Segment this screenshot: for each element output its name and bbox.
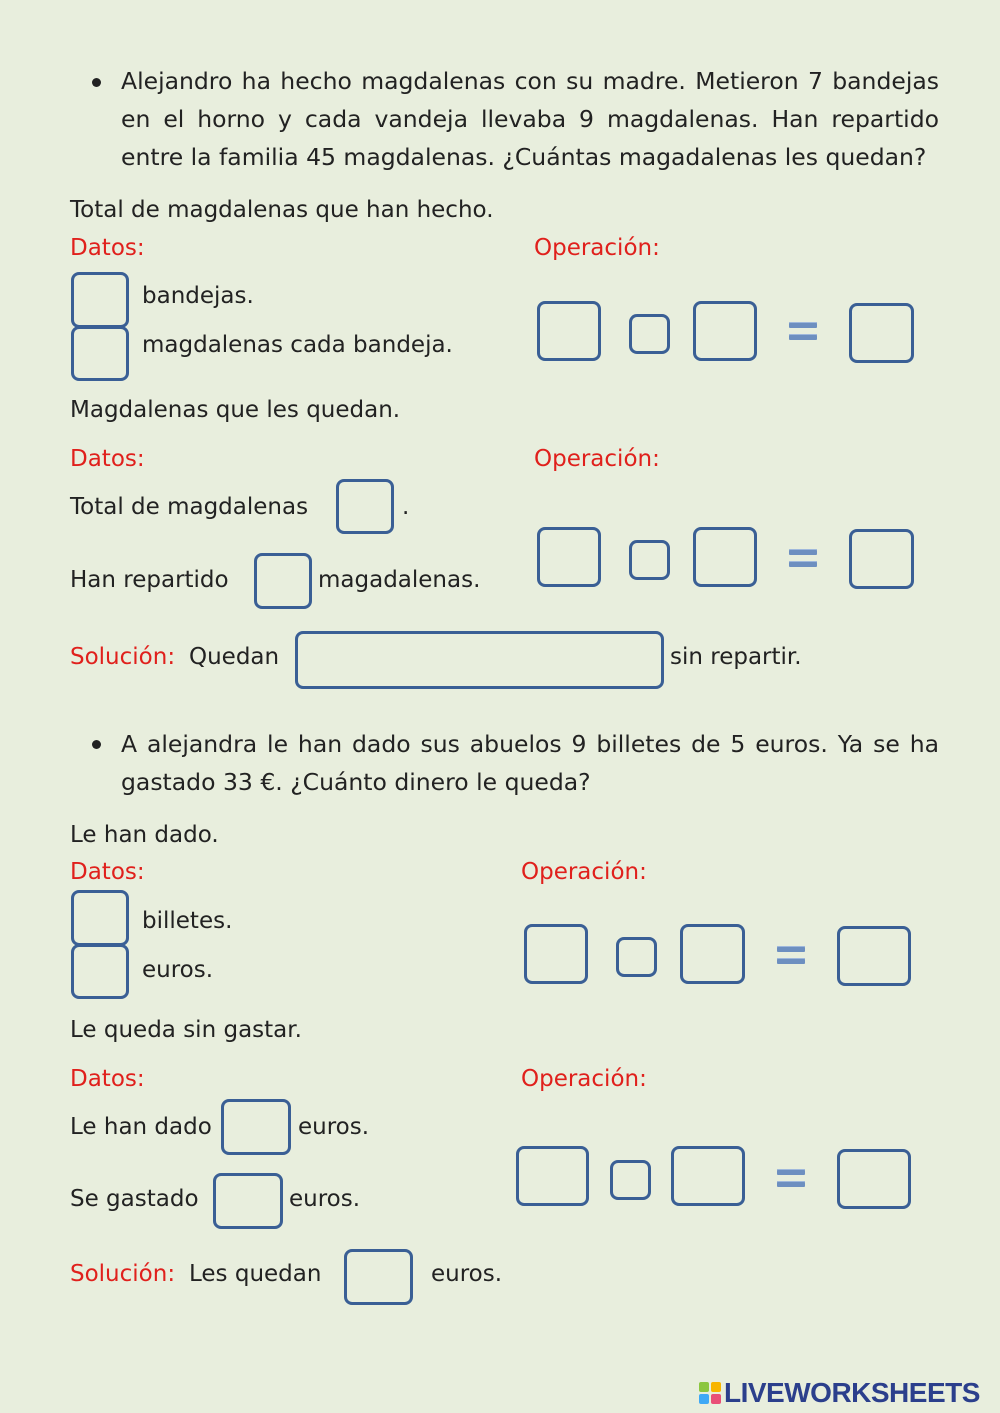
equals-icon — [789, 549, 817, 567]
p1-solution-prefix: Quedan — [189, 644, 280, 670]
p2-op2-operator-input[interactable] — [610, 1160, 651, 1200]
p2-dado-input[interactable] — [221, 1099, 291, 1155]
p2-op2-result-input[interactable] — [837, 1149, 911, 1209]
p2-part1-datos-label: Datos: — [70, 859, 145, 885]
p1-solution-input[interactable] — [295, 631, 664, 689]
p1-total-suffix: . — [402, 494, 410, 520]
p2-solution-prefix: Les quedan — [189, 1261, 322, 1287]
logo-text: LIVEWORKSHEETS — [724, 1377, 980, 1408]
p1-repartido-label: Han repartido — [70, 567, 229, 593]
liveworksheets-logo — [699, 1378, 980, 1408]
problem-1-statement: Alejandro ha hecho magdalenas con su madre. Metieron 7 bandejas en el horno y cada vandeja llevaba 9 magdalenas. Han repartido entre la familia 45 magdalenas. ¿Cuántas magadalenas les quedan? — [121, 67, 939, 171]
p2-part2-operacion-label: Operación: — [521, 1066, 647, 1092]
p1-total-input[interactable] — [336, 479, 394, 534]
p2-op2-operand1-input[interactable] — [516, 1146, 589, 1206]
p2-part1-operacion-label: Operación: — [521, 859, 647, 885]
p2-solution-input[interactable] — [344, 1249, 413, 1305]
p1-repartido-input[interactable] — [254, 553, 312, 609]
p2-solution-suffix: euros. — [431, 1261, 503, 1287]
p1-part1-operacion-label: Operación: — [534, 235, 660, 261]
bullet-problem-1 — [92, 78, 101, 87]
p2-op1-operand1-input[interactable] — [524, 924, 588, 984]
p1-magdalenas-bandeja-label: magdalenas cada bandeja. — [142, 332, 453, 358]
p2-euros-label: euros. — [142, 957, 214, 983]
p1-op1-operand2-input[interactable] — [693, 301, 757, 361]
p1-part2-operacion-label: Operación: — [534, 446, 660, 472]
p1-op2-result-input[interactable] — [849, 529, 914, 589]
p1-solution-label: Solución: — [70, 644, 176, 670]
p2-op2-operand2-input[interactable] — [671, 1146, 745, 1206]
problem-2-statement: A alejandra le han dado sus abuelos 9 billetes de 5 euros. Ya se ha gastado 33 €. ¿Cuánto dinero le queda? — [121, 730, 939, 796]
p2-op1-operator-input[interactable] — [616, 937, 657, 977]
p2-dado-suffix: euros. — [298, 1114, 370, 1140]
p1-op1-operator-input[interactable] — [629, 314, 670, 354]
p1-part2-heading: Magdalenas que les quedan. — [70, 397, 401, 423]
p2-euros-input[interactable] — [71, 944, 129, 999]
p2-solution-label: Solución: — [70, 1261, 176, 1287]
p2-gastado-label: Se gastado — [70, 1186, 199, 1212]
p2-part2-heading: Le queda sin gastar. — [70, 1017, 302, 1043]
equals-icon — [789, 322, 817, 340]
p1-solution-suffix: sin repartir. — [670, 644, 802, 670]
equals-icon — [777, 1169, 805, 1187]
logo-square-4 — [711, 1394, 721, 1404]
p2-gastado-input[interactable] — [213, 1173, 283, 1229]
p1-part2-datos-label: Datos: — [70, 446, 145, 472]
p2-part2-datos-label: Datos: — [70, 1066, 145, 1092]
logo-square-1 — [699, 1382, 709, 1392]
p2-billetes-label: billetes. — [142, 908, 233, 934]
p1-part1-heading: Total de magdalenas que han hecho. — [70, 197, 494, 223]
bullet-problem-2 — [92, 740, 101, 749]
logo-square-2 — [711, 1382, 721, 1392]
p1-magdalenas-bandeja-input[interactable] — [71, 326, 129, 381]
p2-billetes-input[interactable] — [71, 890, 129, 946]
p1-op2-operand2-input[interactable] — [693, 527, 757, 587]
p1-op1-operand1-input[interactable] — [537, 301, 601, 361]
equals-icon — [777, 946, 805, 964]
p2-op1-result-input[interactable] — [837, 926, 911, 986]
p2-part1-heading: Le han dado. — [70, 822, 219, 848]
p2-gastado-suffix: euros. — [289, 1186, 361, 1212]
logo-icon — [699, 1382, 721, 1404]
p1-op2-operator-input[interactable] — [629, 540, 670, 580]
p2-op1-operand2-input[interactable] — [680, 924, 745, 984]
p1-repartido-suffix: magadalenas. — [318, 567, 481, 593]
p1-op1-result-input[interactable] — [849, 303, 914, 363]
p1-bandejas-label: bandejas. — [142, 283, 254, 309]
p1-op2-operand1-input[interactable] — [537, 527, 601, 587]
p1-part1-datos-label: Datos: — [70, 235, 145, 261]
p1-total-label: Total de magdalenas — [70, 494, 309, 520]
p2-dado-label: Le han dado — [70, 1114, 212, 1140]
p1-bandejas-input[interactable] — [71, 272, 129, 328]
logo-square-3 — [699, 1394, 709, 1404]
